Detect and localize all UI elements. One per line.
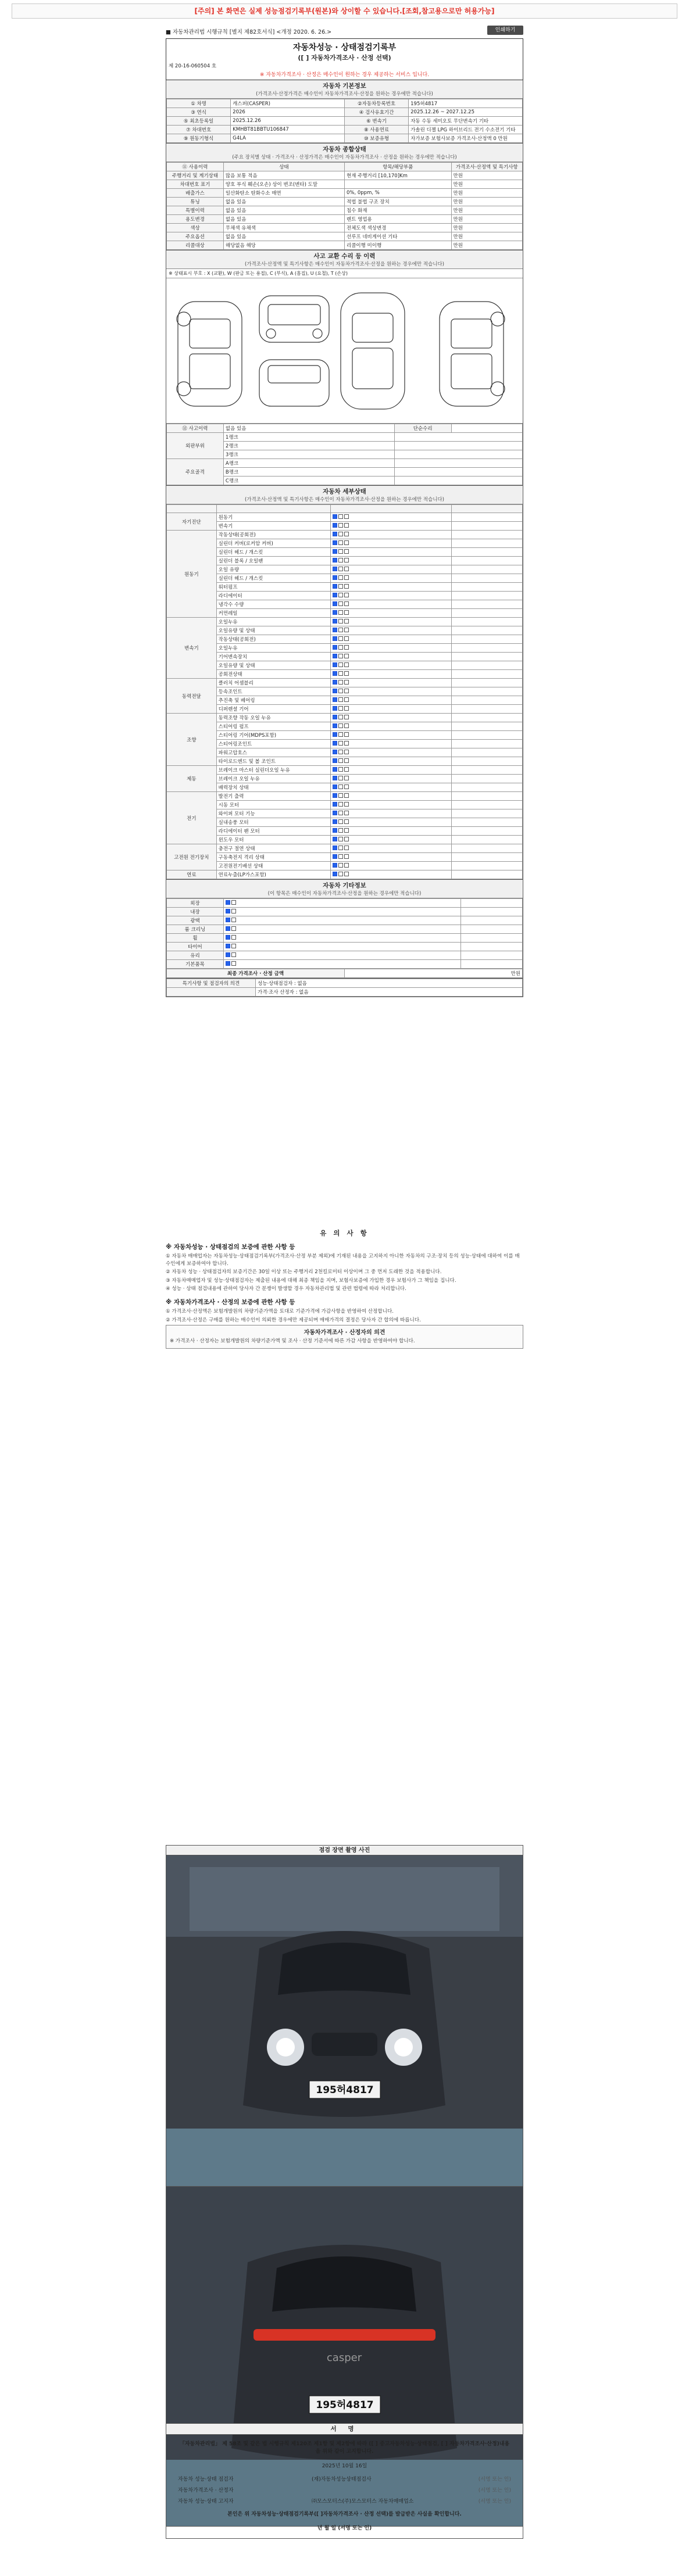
- checkbox: [338, 540, 343, 545]
- checkbox: [333, 793, 337, 798]
- checkbox: [338, 758, 343, 763]
- document-number: 제 20-16-060504 호: [169, 63, 217, 69]
- checkbox: [231, 952, 236, 957]
- checkbox: [344, 819, 349, 824]
- table-row: ⑨ 원동기형식 G4LA ⑩ 보증유형 자가보증 보험사보증 가격조사·산정액 0 만원: [167, 134, 523, 143]
- checkbox: [338, 593, 343, 597]
- checkbox: [333, 540, 337, 545]
- checkbox: [344, 723, 349, 728]
- signer-name: (재)자동차성능상태점검사: [312, 2477, 372, 2482]
- checkbox: [338, 628, 343, 632]
- checkbox: [344, 636, 349, 641]
- checkbox: [338, 645, 343, 650]
- table-row: 실린더 헤드 / 개스킷: [167, 574, 523, 583]
- checkbox: [344, 523, 349, 528]
- table-row: 룸 크리닝: [167, 925, 523, 934]
- checkbox: [333, 767, 337, 772]
- table-row: 제동 브레이크 마스터 실린더오일 누유: [167, 766, 523, 775]
- table-row: 배출가스 일산화탄소 탄화수소 매연 0%, 0ppm, % 만원: [167, 189, 523, 198]
- checkbox: [344, 558, 349, 563]
- checkbox: [333, 610, 337, 615]
- checkbox: [333, 514, 337, 519]
- checkbox: [333, 802, 337, 807]
- table-row: 고전원전기배선 상태: [167, 862, 523, 870]
- checkbox: [344, 584, 349, 589]
- guide-paragraph: ① 가격조사·산정액은 보험개발원의 차량기준가액을 토대로 기준가격에 가감사항을 반영하여 산정합니다.: [166, 1308, 394, 1314]
- checkbox: [333, 523, 337, 528]
- checkbox: [338, 680, 343, 685]
- checkbox: [333, 872, 337, 876]
- checkbox: [344, 793, 349, 798]
- checkbox: [333, 741, 337, 746]
- checkbox: [338, 854, 343, 859]
- checkbox: [226, 926, 230, 931]
- checkbox: [344, 575, 349, 580]
- table-row: 변속기 오일누유: [167, 618, 523, 626]
- checkbox: [344, 645, 349, 650]
- signature-line: [178, 2486, 511, 2493]
- table-row: ① 차명 캐스퍼(CASPER) ②자동차등록번호 195허4817: [167, 99, 523, 108]
- overall-state-table: [166, 162, 523, 250]
- checkbox: [338, 584, 343, 589]
- checkbox: [338, 750, 343, 754]
- checkbox: [333, 784, 337, 789]
- photo-heading: 점검 장면 촬영 사진: [166, 1845, 523, 1855]
- checkbox: [344, 863, 349, 868]
- checkbox: [333, 636, 337, 641]
- checkbox: [231, 961, 236, 966]
- checkbox: [344, 741, 349, 746]
- basic-info-heading: 자동차 기본정보: [323, 83, 366, 89]
- checkbox: [344, 706, 349, 711]
- table-row: 스티어링조인트: [167, 740, 523, 748]
- table-row: 자기진단 원동기: [167, 513, 523, 522]
- table-row: 스티어링 펌프: [167, 722, 523, 731]
- table-row: 리콜대상 해당없음 해당 리콜이행 미이행 만원: [167, 241, 523, 250]
- table-row: 3랭크: [167, 450, 523, 459]
- checkbox: [344, 750, 349, 754]
- checkbox: [344, 776, 349, 780]
- checkbox: [344, 872, 349, 876]
- overall-state-section: [166, 144, 523, 250]
- checkbox: [333, 750, 337, 754]
- extra-info-note: (이 항목은 매수인이 자동차가격조사·산정을 원하는 경우에만 적습니다): [267, 891, 422, 897]
- checkbox: [231, 935, 236, 940]
- table-row: 워터펌프: [167, 583, 523, 592]
- table-row: 외장: [167, 899, 523, 908]
- checkbox: [344, 845, 349, 850]
- table-row: 동력전달 클러치 어셈블리: [167, 679, 523, 687]
- checkbox: [338, 819, 343, 824]
- signature-lines: [178, 2475, 511, 2505]
- table-row: 차대번호 표기 양호 부식 훼손(오손) 상이 변조(변타) 도말 만원: [167, 180, 523, 189]
- guide-heading-1: ※ 자동차성능 · 상태점검의 보증에 관한 사항 등: [166, 1244, 295, 1251]
- checkbox: [231, 900, 236, 905]
- document-title-box: [166, 38, 523, 80]
- table-row: 원동기 작동상태(공회전): [167, 531, 523, 539]
- table-row: 튜닝 없음 있음 적법 불법 구조 장치 만원: [167, 198, 523, 206]
- table-row: 라디에이터: [167, 592, 523, 600]
- table-row: B랭크: [167, 468, 523, 476]
- front-plate-text: 195허4817: [316, 2084, 374, 2096]
- checkbox: [338, 558, 343, 563]
- detail-state-heading: 자동차 세부상태: [323, 488, 366, 495]
- table-row: 실린더 커버(로커암 커버): [167, 539, 523, 548]
- signer-name: [312, 2486, 459, 2493]
- checkbox: [338, 567, 343, 571]
- table-row: 오일유량 및 상태: [167, 661, 523, 670]
- guide-section: [166, 1226, 523, 1349]
- table-row: 와이퍼 모터 기능: [167, 809, 523, 818]
- signature-line: [178, 2475, 511, 2482]
- detail-state-section: [166, 486, 523, 880]
- table-row: 특별이력 없음 있음 침수 화재 만원: [167, 206, 523, 215]
- checkbox: [344, 689, 349, 693]
- checkbox: [333, 549, 337, 554]
- checkbox: [338, 715, 343, 719]
- checkbox: [226, 909, 230, 913]
- table-row: 광택: [167, 916, 523, 925]
- guide-paragraph: ④ 성능 · 상태 점검내용에 관하여 당사자 간 분쟁이 발생할 경우 자동차관리법 및 관련 법령에 따라 처리합니다.: [166, 1286, 406, 1292]
- checkbox: [338, 619, 343, 624]
- checkbox: [338, 523, 343, 528]
- checkbox: [333, 654, 337, 658]
- signer-seal: (서명 또는 인): [478, 2477, 511, 2482]
- checkbox: [344, 837, 349, 841]
- table-row: 외판부위 1랭크: [167, 433, 523, 442]
- checkbox: [333, 532, 337, 536]
- table-row: 특기사항 및 점검자의 의견 성능·상태점검자 : 없음: [167, 979, 523, 988]
- checkbox: [344, 654, 349, 658]
- guide-title: 유 의 사 항: [320, 1229, 369, 1237]
- extra-info-heading: 자동차 기타정보: [323, 882, 366, 889]
- total-price-table: [166, 969, 523, 978]
- table-row: 변속기: [167, 522, 523, 531]
- signer-role: 자동차가격조사 · 산정자: [178, 2488, 234, 2493]
- checkbox: [333, 811, 337, 815]
- checkbox: [344, 680, 349, 685]
- table-row: [167, 969, 523, 978]
- guide-paragraph: ③ 자동차매매업자 및 성능·상태점검자는 제출된 내용에 대해 최종 책임을 지며, 보험사보증에 가입한 경우 보험사가 그 책임을 집니다.: [166, 1277, 456, 1284]
- table-row: ③ 연식 2026 ④ 검사유효기간 2025.12.26 ~ 2027.12.25: [167, 108, 523, 117]
- checkbox: [338, 802, 343, 807]
- extra-info-table: [166, 898, 523, 969]
- checkbox: [338, 601, 343, 606]
- guide-heading-2: ※ 자동차가격조사 · 산정의 보증에 관한 사항 등: [166, 1298, 295, 1306]
- detail-state-note: (가격조사·산정액 및 특기사항은 매수인이 자동차가격조사·산정을 원하는 경우에만 적습니다): [245, 497, 444, 503]
- table-row: 타이로드엔드 및 볼 조인트: [167, 757, 523, 766]
- table-row: 기본품목: [167, 960, 523, 969]
- checkbox: [338, 837, 343, 841]
- checkbox: [333, 671, 337, 676]
- special-notes-table: [166, 979, 523, 997]
- accident-note: (가격조사·산정액 및 특기사항은 매수인이 자동차가격조사·산정을 원하는 경우에만 적습니다): [245, 261, 444, 267]
- checkbox: [333, 628, 337, 632]
- signer-seal: (서명 또는 인): [478, 2488, 511, 2493]
- checkbox: [338, 514, 343, 519]
- accident-table: [166, 424, 523, 485]
- table-row: 스티어링 기어(MDPS포함): [167, 731, 523, 740]
- table-row: 가격·조사 산정자 : 없음: [167, 988, 523, 997]
- table-row: 작동상태(공회전): [167, 635, 523, 644]
- table-row: 오일유량 및 상태: [167, 626, 523, 635]
- checkbox: [338, 723, 343, 728]
- checkbox: [344, 532, 349, 536]
- checkbox: [344, 549, 349, 554]
- basic-info-table: [166, 99, 523, 143]
- accident-history-value: 없음 있음: [223, 424, 394, 433]
- checkbox: [344, 662, 349, 667]
- checkbox: [333, 715, 337, 719]
- checkbox: [226, 952, 230, 957]
- rear-plate-text: 195허4817: [316, 2399, 374, 2411]
- checkbox: [338, 872, 343, 876]
- table-row: 색상 무채색 유채색 전체도색 색상변경 만원: [167, 224, 523, 232]
- checkbox: [338, 776, 343, 780]
- brand-text: casper: [326, 2352, 362, 2364]
- print-button[interactable]: 인쇄하기: [487, 26, 523, 35]
- checkbox: [231, 909, 236, 913]
- checkbox: [338, 654, 343, 658]
- detail-state-table: [166, 504, 523, 879]
- table-row: 타이어: [167, 943, 523, 951]
- checkbox: [344, 732, 349, 737]
- table-row: 실린더 헤드 / 개스킷: [167, 548, 523, 557]
- checkbox: [333, 601, 337, 606]
- checkbox: [338, 636, 343, 641]
- basic-info-note: (가격조사·산정가격은 매수인이 자동차가격조사·산정을 원하는 경우에만 적습니다): [256, 91, 433, 97]
- table-row: 오일 유량: [167, 565, 523, 574]
- table-row: 브레이크 오일 누유: [167, 775, 523, 783]
- checkbox: [333, 558, 337, 563]
- table-row: 주요골격 A랭크: [167, 459, 523, 468]
- checkbox: [344, 671, 349, 676]
- checkbox: [333, 619, 337, 624]
- checkbox: [344, 758, 349, 763]
- table-row: 2랭크: [167, 442, 523, 450]
- front-car-image: [166, 1855, 523, 2187]
- checkbox: [333, 645, 337, 650]
- table-row: 주요옵션 없음 있음 선루프 네비게이션 기타 만원: [167, 232, 523, 241]
- checkbox: [338, 863, 343, 868]
- guide-paragraph: ② 가격조사·산정은 구매를 원하는 매수인이 의뢰한 경우에만 제공되며 매매가격의 결정은 당사자 간 합의에 따릅니다.: [166, 1317, 421, 1323]
- table-row: 구동축전지 격리 상태: [167, 853, 523, 862]
- checkbox: [344, 828, 349, 833]
- checkbox: [338, 689, 343, 693]
- checkbox: [338, 610, 343, 615]
- checkbox: [338, 697, 343, 702]
- checkbox: [333, 828, 337, 833]
- signature-line: [178, 2497, 511, 2505]
- guide-paragraph: ② 자동차 성능 · 상태점검자의 보증기간은 30일 이상 또는 주행거리 2천킬로미터 이상이며 그 중 먼저 도래한 것을 적용합니다.: [166, 1269, 442, 1276]
- front-photo: [166, 1855, 523, 2187]
- accident-section: [166, 250, 523, 486]
- table-row: ⑤ 최초등록일 2025.12.26 ⑥ 변속기 자동 수동 세미오토 무단변속기 기타: [167, 117, 523, 126]
- checkbox: [333, 837, 337, 841]
- car-outline-diagram: [166, 278, 523, 424]
- overall-state-note: (주요 장치별 상태 · 가격조사 · 산정가격은 매수인이 자동차가격조사 · 산정을 원하는 경우에만 적습니다): [232, 155, 457, 160]
- table-row: 휠: [167, 934, 523, 943]
- checkbox: [344, 540, 349, 545]
- warning-notice: [주의] 본 화면은 실제 성능점검기록부(원본)와 상이할 수 있습니다.[조회,참고용으로만 허용가능]: [12, 3, 677, 19]
- checkbox: [226, 900, 230, 905]
- signature-law-text: 「자동차관리법」 제 58조 및 같은 법 시행규칙 제120조 제1항 및 제2항에 따라 ([ ] 중고자동차성능·상태점검, [ ] 자동차가격조사·산정)내용을 위와 같이 고지합니다.: [179, 2441, 510, 2455]
- table-row: 윈도우 모터: [167, 836, 523, 844]
- table-row: 내장: [167, 908, 523, 916]
- table-row: 등속조인트: [167, 687, 523, 696]
- extra-info-section: [166, 880, 523, 979]
- checkbox: [338, 706, 343, 711]
- table-row: 파워고압호스: [167, 748, 523, 757]
- checkbox: [333, 593, 337, 597]
- symbol-legend: ※ 상태표시 부호 : X (교환), W (판금 또는 용접), C (부식), A (흠집), U (요철), T (손상): [166, 269, 523, 278]
- table-row: 공회전상태: [167, 670, 523, 679]
- checkbox: [344, 767, 349, 772]
- total-price-unit: 만원: [345, 969, 523, 978]
- checkbox: [231, 944, 236, 948]
- checkbox: [338, 828, 343, 833]
- inspection-record: [166, 26, 523, 997]
- checkbox: [338, 732, 343, 737]
- law-reference: ■ 자동차관리법 시행규칙 [별지 제82호서식] <개정 2020. 6. 26.>: [166, 29, 332, 35]
- checkbox: [333, 662, 337, 667]
- checkbox: [338, 671, 343, 676]
- document-title: 자동차성능 · 상태점검기록부: [292, 43, 397, 52]
- table-row: 연료 연료누출(LP가스포함): [167, 870, 523, 879]
- checkbox: [333, 706, 337, 711]
- table-row: 용도변경 없음 있음 렌트 영업용 만원: [167, 215, 523, 224]
- checkbox: [333, 723, 337, 728]
- signature-footer-date: 년 월 일 (서명 또는 인): [317, 2525, 372, 2531]
- document-subtitle: ([ ] 자동차가격조사 · 산정 선택): [298, 54, 391, 62]
- checkbox: [338, 662, 343, 667]
- table-row: 고전원 전기장치 충전구 절연 상태: [167, 844, 523, 853]
- checkbox: [226, 944, 230, 948]
- checkbox: [338, 741, 343, 746]
- guide-paragraph: ① 자동차 매매업자는 자동차성능·상태점검기록부(가격조사·산정 부분 제외)에 기재된 내용을 고지하지 아니한 자동차의 구조·장치 등의 성능·상태에 대하여 이를 매수인에게 보증하여야 합니다.: [166, 1253, 520, 1267]
- checkbox: [344, 715, 349, 719]
- appraiser-opinion-title: 자동차가격조사 · 산정자의 의견: [304, 1330, 385, 1337]
- checkbox: [338, 549, 343, 554]
- appraiser-opinion-box: [166, 1325, 523, 1349]
- checkbox: [333, 567, 337, 571]
- checkbox: [338, 845, 343, 850]
- checkbox: [344, 697, 349, 702]
- signer-seal: (서명 또는 인): [478, 2499, 511, 2505]
- signer-role: 자동차 성능·상태 고지자: [178, 2499, 234, 2505]
- checkbox: [333, 845, 337, 850]
- checkbox: [226, 961, 230, 966]
- table-row: 전기 발전기 출력: [167, 792, 523, 801]
- signature-heading: 서 명: [166, 2423, 523, 2435]
- checkbox: [333, 819, 337, 824]
- basic-info-section: [166, 80, 523, 144]
- checkbox: [333, 575, 337, 580]
- checkbox: [333, 680, 337, 685]
- checkbox: [333, 758, 337, 763]
- table-row: 디퍼렌셜 기어: [167, 705, 523, 714]
- table-row: 냉각수 수량: [167, 600, 523, 609]
- checkbox: [344, 593, 349, 597]
- checkbox: [344, 811, 349, 815]
- checkbox: [333, 584, 337, 589]
- signature-footer: 본인은 위 자동차성능·상태점검기록부([ ]자동차가격조사 · 산정 선택)를 발급받은 사실을 확인합니다.: [227, 2511, 462, 2517]
- table-row: 유리: [167, 951, 523, 960]
- checkbox: [344, 854, 349, 859]
- signer-name: ㈜모스모터스(주)모스모터스 자동차매매업소: [312, 2499, 414, 2505]
- table-row: 실린더 블록 / 오일팬: [167, 557, 523, 565]
- checkbox: [344, 610, 349, 615]
- table-row: 주행거리 및 계기상태 많음 보통 적음 현재 주행거리 [10,170]Km 만원: [167, 171, 523, 180]
- checkbox: [344, 628, 349, 632]
- checkbox: [338, 767, 343, 772]
- signer-role: 자동차 성능·상태 점검자: [178, 2477, 234, 2482]
- accident-heading: 사고 교환 수리 등 이력: [313, 253, 376, 260]
- checkbox: [333, 854, 337, 859]
- table-row: 시동 모터: [167, 801, 523, 809]
- checkbox: [338, 575, 343, 580]
- checkbox: [226, 918, 230, 922]
- table-row: 조향 동력조향 작동 오일 누유: [167, 714, 523, 722]
- checkbox: [344, 802, 349, 807]
- table-row: 추진축 및 베어링: [167, 696, 523, 705]
- table-row: 배력장치 상태: [167, 783, 523, 792]
- checkbox: [338, 532, 343, 536]
- appraiser-opinion-text: ※ 가격조사 · 산정자는 보험개발원의 차량기준가액 및 조사 · 산정 기준서에 따른 가감 사항을 반영하여야 합니다.: [170, 1338, 415, 1345]
- checkbox: [338, 784, 343, 789]
- checkbox: [333, 863, 337, 868]
- signature-date: 2025년 10월 16일: [322, 2463, 367, 2469]
- table-row: 라디에이터 팬 모터: [167, 827, 523, 836]
- signature-section: [166, 2423, 523, 2539]
- table-row: ⑦ 차대번호 KMHBT81BBTU106847 ⑧ 사용연료 가솔린 디젤 LPG 하이브리드 전기 수소전기 기타: [167, 126, 523, 134]
- document-warning: ※ 자동차가격조사 · 산정은 매수인이 원하는 경우 제공하는 서비스 입니다.: [259, 72, 430, 78]
- vehicle-damage-diagram: [166, 278, 523, 424]
- checkbox: [344, 619, 349, 624]
- table-row: 오일누유: [167, 644, 523, 653]
- table-row: 실내송풍 모터: [167, 818, 523, 827]
- checkbox: [333, 732, 337, 737]
- checkbox: [231, 926, 236, 931]
- table-header-row: [167, 505, 523, 513]
- checkbox: [338, 811, 343, 815]
- table-row: C랭크: [167, 476, 523, 485]
- checkbox: [344, 567, 349, 571]
- table-header-row: ⑪ 사용이력 상태 항목/해당부품 가격조사·산정액 및 특기사항: [167, 163, 523, 171]
- table-row: 커먼레일: [167, 609, 523, 618]
- special-notes-section: [166, 979, 523, 997]
- overall-state-heading: 자동차 종합상태: [323, 146, 366, 153]
- checkbox: [338, 793, 343, 798]
- checkbox: [231, 918, 236, 922]
- checkbox: [344, 514, 349, 519]
- checkbox: [333, 697, 337, 702]
- checkbox: [333, 689, 337, 693]
- checkbox: [226, 935, 230, 940]
- checkbox: [333, 776, 337, 780]
- table-row: ⑫ 사고이력 없음 있음 단순수리: [167, 424, 523, 433]
- checkbox: [344, 784, 349, 789]
- table-row: 기어변속장치: [167, 653, 523, 661]
- total-price-label: 최종 가격조사 · 산정 금액: [167, 969, 345, 978]
- checkbox: [344, 601, 349, 606]
